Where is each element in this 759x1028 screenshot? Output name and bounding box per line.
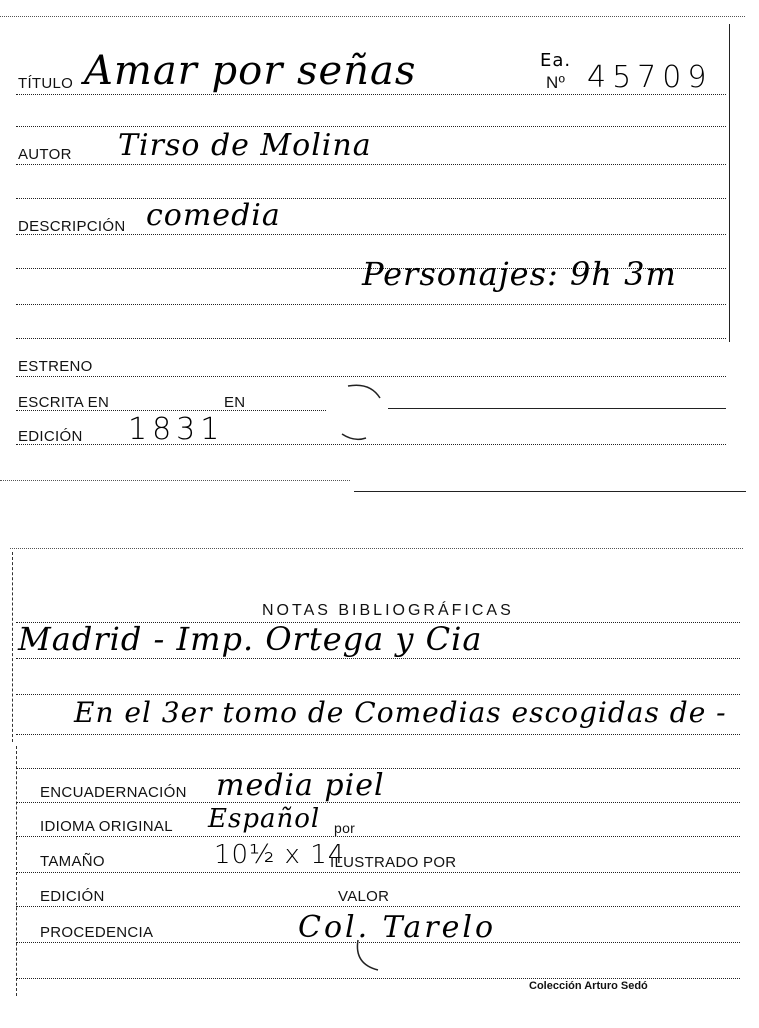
notas-rule-1 <box>16 658 740 659</box>
edicion-2-label: EDICIÓN <box>40 888 105 905</box>
autor-value: Tirso de Molina <box>118 128 372 163</box>
descripcion-line <box>16 234 726 235</box>
procedencia-label: PROCEDENCIA <box>40 924 154 941</box>
punch-hole-mark <box>326 380 388 444</box>
tamano-label: TAMAÑO <box>40 853 105 870</box>
titulo-label: TÍTULO <box>18 75 74 92</box>
notas-line-1: Madrid - Imp. Ortega y Cia <box>18 620 483 658</box>
estreno-line <box>16 376 726 377</box>
bottom-card-top-edge <box>10 548 743 549</box>
top-card-right-border <box>729 24 730 342</box>
valor-label: VALOR <box>338 888 390 905</box>
autor-label: AUTOR <box>18 146 72 163</box>
top-card-edge <box>0 16 745 17</box>
tamano-value: 10½ x 14 <box>214 840 346 870</box>
idioma-value: Español <box>208 804 321 834</box>
punch-hole-mark-2 <box>348 930 408 976</box>
autor-line <box>16 164 726 165</box>
top-card-bottom-edge-left <box>0 480 350 481</box>
bottom-card-last-line <box>16 978 740 979</box>
encuadernacion-line <box>16 802 740 803</box>
blank-line-2 <box>16 198 726 199</box>
edicion-value: 1831 <box>128 412 225 447</box>
encuadernacion-label: ENCUADERNACIÓN <box>40 784 187 801</box>
personajes-value: Personajes: 9h 3m <box>362 255 677 293</box>
estreno-label: ESTRENO <box>18 358 93 375</box>
en-line <box>388 408 726 409</box>
descripcion-label: DESCRIPCIÓN <box>18 218 126 235</box>
idioma-label: IDIOMA ORIGINAL <box>40 818 173 835</box>
notas-line-2: En el 3er tomo de Comedias escogidas de - <box>74 696 727 729</box>
blank-line-1 <box>16 126 726 127</box>
bottom-card-left-border-lower <box>16 746 17 996</box>
edicion-line <box>16 444 726 445</box>
ilustrado-label: ILUSTRADO POR <box>330 854 457 871</box>
bottom-card-left-border-upper <box>12 552 13 742</box>
idioma-line <box>16 836 740 837</box>
descripcion-value: comedia <box>146 198 281 233</box>
blank-line-4 <box>16 338 726 339</box>
escrita-en-label: ESCRITA EN <box>18 394 110 411</box>
edicion-label: EDICIÓN <box>18 428 83 445</box>
tamano-line <box>16 872 740 873</box>
titulo-value: Amar por señas <box>84 48 417 94</box>
numero-label: Nº <box>546 73 566 92</box>
top-card-bottom-edge-right <box>354 491 746 492</box>
escrita-en-line <box>16 410 326 411</box>
por-label: por <box>334 820 356 836</box>
collection-footer: Colección Arturo Sedó <box>529 980 648 992</box>
notas-rule-3 <box>16 734 740 735</box>
numero-value: 45709 <box>587 60 713 95</box>
ea-label: Ea. <box>540 50 572 71</box>
titulo-line <box>16 94 726 95</box>
edicion-2-line <box>16 906 740 907</box>
procedencia-value: Col. Tarelo <box>298 910 496 945</box>
notas-title: NOTAS BIBLIOGRÁFICAS <box>262 602 514 619</box>
notas-rule-2 <box>16 694 740 695</box>
en-label: EN <box>224 394 246 411</box>
personajes-line <box>16 304 726 305</box>
encuadernacion-value: media piel <box>216 768 385 803</box>
